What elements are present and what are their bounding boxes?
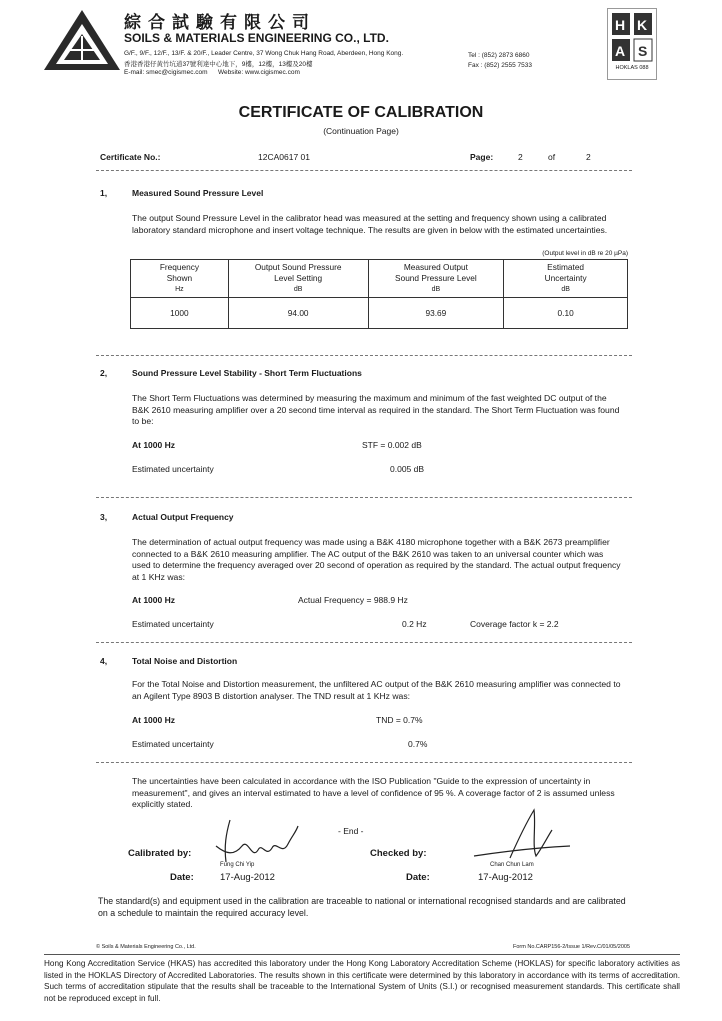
hkas-accreditation-no: HOKLAS 088 — [615, 65, 649, 71]
company-tel: Tel : (852) 2873 6860 — [468, 52, 530, 59]
divider — [96, 762, 632, 763]
footer-divider — [44, 954, 680, 955]
section-1-text: The output Sound Pressure Level in the calibrator head was measured at the setting and frequency shown using a calibrated laboratory standard microphone and insert voltage technique. The results are given in below with the estimated uncertainties. — [132, 213, 608, 235]
section-4-uncertainty: 0.7% — [408, 739, 428, 749]
section-2-uncertainty: 0.005 dB — [390, 464, 425, 474]
company-address-cn: 香港香港仔黃竹坑道37號利達中心地下，9樓，12樓，13樓及20樓 — [124, 61, 313, 68]
section-3-uncertainty: 0.2 Hz — [402, 619, 427, 629]
checked-date: 17-Aug-2012 — [478, 872, 533, 883]
section-3-result: Actual Frequency = 988.9 Hz — [298, 595, 408, 605]
calibrated-by-signature — [212, 816, 302, 866]
section-2-text: The Short Term Fluctuations was determined by measuring the maximum and minimum of the fast weighted DC output of the B&K 2610 measuring amplifier over a 20 second time interval as required in the standard. The Short Term Fluctuation was found to be: — [132, 393, 620, 427]
section-3-text: The determination of actual output frequency was made using a B&K 4180 microphone together with a B&K 2673 preamplifier connected to a B&K 2610 measuring amplifier. The AC output of the B&K 2610 was taken to an universal counter which was used to determine the frequency averaged over 20 second of operation as required by the standard. The actual output frequency at 1 KHz was: — [132, 537, 621, 582]
certificate-subtitle: (Continuation Page) — [323, 126, 399, 136]
section-2-heading: Sound Pressure Level Stability - Short Term Fluctuations — [132, 368, 362, 378]
table-cell-frequency: 1000 — [131, 298, 229, 329]
svg-text:A: A — [615, 43, 626, 59]
section-4-at-label: At 1000 Hz — [132, 715, 175, 725]
svg-text:K: K — [637, 17, 648, 33]
calibrated-date-label: Date: — [170, 872, 194, 883]
section-4-heading: Total Noise and Distortion — [132, 656, 238, 666]
company-fax: Fax : (852) 2555 7533 — [468, 62, 532, 69]
table-unit-note: (Output level in dB re 20 µPa) — [542, 250, 628, 257]
table-cell-uncertainty: 0.10 — [504, 298, 628, 329]
table-header-output-setting: Output Sound Pressure Level Setting dB — [228, 260, 368, 298]
company-name-en: SOILS & MATERIALS ENGINEERING CO., LTD. — [124, 31, 389, 45]
footer-hkas-statement: Hong Kong Accreditation Service (HKAS) has accredited this laboratory under the Hong Kong Laboratory Accreditation Scheme (HOKLAS) for specific laboratory activities as listed in the HOKLAS Directory of Accredited Laboratories. The results shown in this certificate were determined by this laboratory in accordance with its terms of accreditation. Such terms of accreditation stipulate that the results shall be traceable to the International System of Units (S.I.) or recognised measurement standards. This certificate shall not be reproduced except in full. — [44, 959, 680, 1003]
certificate-number: 12CA0617 01 — [258, 152, 310, 162]
section-4-number: 4, — [100, 656, 108, 666]
section-2-uncertainty-label: Estimated uncertainty — [132, 464, 214, 474]
section-1-number: 1, — [100, 188, 108, 198]
company-website: Website: www.cigismec.com — [218, 69, 300, 76]
section-4-uncertainty-label: Estimated uncertainty — [132, 739, 214, 749]
company-email: E-mail: smec@cigismec.com — [124, 69, 208, 76]
divider — [96, 497, 632, 498]
table-header-measured-output: Measured Output Sound Pressure Level dB — [368, 260, 504, 298]
hkas-logo — [607, 8, 657, 80]
certificate-no-label: Certificate No.: — [100, 152, 161, 162]
section-4-result: TND = 0.7% — [376, 715, 423, 725]
calibration-table — [130, 259, 628, 329]
table-cell-measured-output: 93.69 — [368, 298, 504, 329]
table-cell-output-setting: 94.00 — [228, 298, 368, 329]
section-1-heading: Measured Sound Pressure Level — [132, 188, 264, 198]
footer-form-no: Form No.CARP156-2/Issue 1/Rev.C/01/05/2005 — [513, 944, 630, 950]
certificate-title: CERTIFICATE OF CALIBRATION — [238, 104, 484, 121]
company-name-cn: 綜合試驗有限公司 — [124, 13, 316, 33]
table-header-frequency: Frequency Shown Hz — [131, 260, 229, 298]
svg-text:S: S — [638, 43, 648, 59]
table-header-uncertainty: Estimated Uncertainty dB — [504, 260, 628, 298]
section-3-at-label: At 1000 Hz — [132, 595, 175, 605]
section-2-number: 2, — [100, 368, 108, 378]
divider — [96, 642, 632, 643]
uncertainty-note: The uncertainties have been calculated in accordance with the ISO Publication "Guide to the expression of uncertainty in measurement", and gives an interval estimated to have a level of confidence of 95 %. A coverage factor of 2 is assumed unless explicitly stated. — [132, 776, 615, 810]
section-2-result: STF = 0.002 dB — [362, 440, 422, 450]
traceability-note: The standard(s) and equipment used in the calibration are traceable to national or international recognised standards and are calibrated on a schedule to maintain the required accuracy level. — [98, 896, 626, 918]
section-3-uncertainty-label: Estimated uncertainty — [132, 619, 214, 629]
page-of-label: of — [548, 152, 556, 162]
checked-date-label: Date: — [406, 872, 430, 883]
company-address-en: G/F., 9/F., 12/F., 13/F. & 20/F., Leader Centre, 37 Wong Chuk Hang Road, Aberdeen, Hong Kong. — [124, 50, 404, 57]
page-total: 2 — [586, 152, 591, 162]
section-3-coverage-factor: Coverage factor k = 2.2 — [470, 619, 559, 629]
divider — [96, 355, 632, 356]
table-row — [131, 298, 628, 329]
page-label: Page: — [470, 152, 494, 162]
checked-by-name: Chan Chun Lam — [490, 862, 534, 868]
calibrated-by-label: Calibrated by: — [128, 848, 192, 859]
page-number: 2 — [518, 152, 523, 162]
section-3-heading: Actual Output Frequency — [132, 512, 234, 522]
checked-by-label: Checked by: — [370, 848, 427, 859]
divider — [96, 170, 632, 171]
calibrated-date: 17-Aug-2012 — [220, 872, 275, 883]
hkas-mark-icon — [608, 9, 656, 65]
section-2-at-label: At 1000 Hz — [132, 440, 175, 450]
end-marker: - End - — [338, 826, 364, 836]
section-3-number: 3, — [100, 512, 108, 522]
footer-copyright: © Soils & Materials Engineering Co., Ltd. — [96, 944, 196, 950]
section-4-text: For the Total Noise and Distortion measurement, the unfiltered AC output of the B&K 2610 measuring amplifier was connected to an Agilent Type 8903 B distortion analyser. The TND result at 1 KHz was: — [132, 679, 621, 701]
checked-by-signature — [470, 806, 580, 862]
svg-text:H: H — [615, 17, 626, 33]
company-logo — [38, 6, 122, 72]
calibrated-by-name: Fung Chi Yip — [220, 862, 255, 868]
